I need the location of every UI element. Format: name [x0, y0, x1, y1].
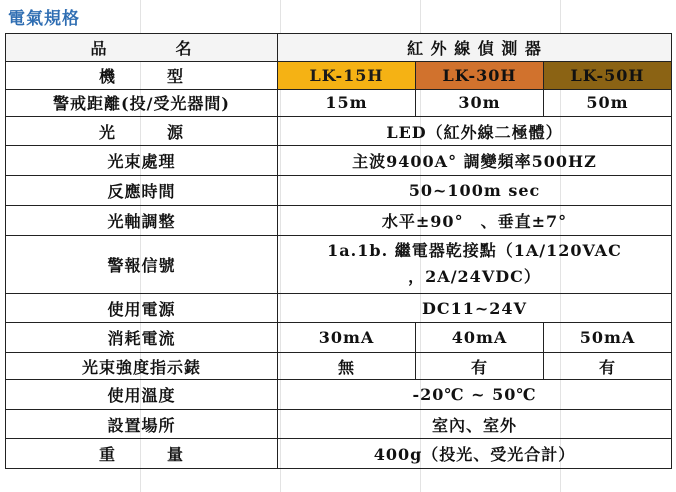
alarm-signal-line-2: ，2A/24VDC）: [408, 267, 541, 287]
location-label: 設置場所: [6, 410, 278, 439]
table-row-models: [6, 61, 672, 89]
table-row-beam-indicator: [6, 352, 672, 380]
model-lk15h: LK-15H: [278, 61, 416, 89]
table-row-light-source: [6, 117, 672, 146]
header-value: 紅 外 線 偵 測 器: [278, 34, 672, 62]
beam-indicator-lk15h: 無: [278, 352, 416, 380]
table-row-weight: [6, 439, 672, 469]
power-value: DC11~24V: [278, 294, 672, 323]
light-source-label: 光 源: [6, 117, 278, 146]
alarm-signal-label: 警報信號: [6, 235, 278, 294]
page-title: 電氣規格: [8, 9, 80, 29]
light-source-value: LED（紅外線二極體）: [278, 117, 672, 146]
spec-table: [5, 33, 672, 469]
table-row-beam-processing: [6, 146, 672, 176]
beam-indicator-lk50h: 有: [544, 352, 672, 380]
table-row-power: [6, 294, 672, 323]
distance-lk30h: 30m: [416, 89, 544, 117]
table-row-temperature: [6, 380, 672, 410]
table-row-header: [6, 34, 672, 62]
response-time-label: 反應時間: [6, 175, 278, 205]
models-label: 機 型: [6, 61, 278, 89]
current-lk50h: 50mA: [544, 322, 672, 352]
distance-label: 警戒距離(投/受光器間): [6, 89, 278, 117]
distance-lk15h: 15m: [278, 89, 416, 117]
response-time-value: 50~100m sec: [278, 175, 672, 205]
power-label: 使用電源: [6, 294, 278, 323]
temperature-value: -20℃ ~ 50℃: [278, 380, 672, 410]
beam-indicator-lk30h: 有: [416, 352, 544, 380]
beam-indicator-label: 光束強度指示錶: [6, 352, 278, 380]
distance-lk50h: 50m: [544, 89, 672, 117]
location-value: 室內、室外: [278, 410, 672, 439]
optical-axis-label: 光軸調整: [6, 205, 278, 235]
header-label: 品 名: [6, 34, 278, 62]
model-lk30h: LK-30H: [416, 61, 544, 89]
weight-value: 400g（投光、受光合計）: [278, 439, 672, 469]
beam-processing-value: 主波9400A° 調變頻率500HZ: [278, 146, 672, 176]
table-row-optical-axis: [6, 205, 672, 235]
optical-axis-value: 水平±90° 、垂直±7°: [278, 205, 672, 235]
table-row-location: [6, 410, 672, 439]
current-lk15h: 30mA: [278, 322, 416, 352]
alarm-signal-value: [278, 235, 672, 294]
table-row-response-time: [6, 175, 672, 205]
alarm-signal-line-1: 1a.1b. 繼電器乾接點（1A/120VAC: [327, 241, 622, 261]
temperature-label: 使用溫度: [6, 380, 278, 410]
weight-label: 重 量: [6, 439, 278, 469]
beam-processing-label: 光束處理: [6, 146, 278, 176]
table-row-alarm-signal: [6, 235, 672, 294]
model-lk50h: LK-50H: [544, 61, 672, 89]
table-row-current: [6, 322, 672, 352]
table-row-distance: [6, 89, 672, 117]
current-label: 消耗電流: [6, 322, 278, 352]
current-lk30h: 40mA: [416, 322, 544, 352]
